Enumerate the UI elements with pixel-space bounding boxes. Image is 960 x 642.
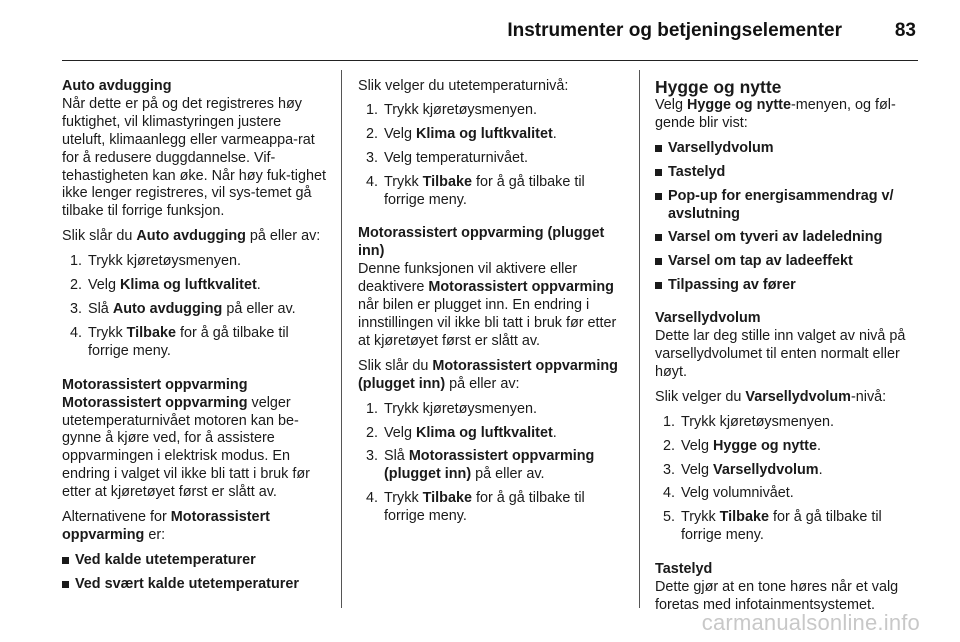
alternatives-intro: Alternativene for Motorassistert oppvarming er: (62, 509, 270, 543)
varsellydvolum-steps (655, 414, 925, 545)
step-item: 2. Velg Hygge og nytte. (663, 437, 821, 454)
motorassistert-heading: Motorassistert oppvarming (62, 376, 248, 393)
column-3 (655, 78, 925, 622)
list-item: Varsellydvolum (655, 140, 925, 158)
list-item: Varsel om tap av ladeeffekt (655, 253, 925, 271)
step-item: 3. Slå Motorassistert oppvarming (plugget inn) på eller av. (366, 448, 595, 483)
plugged-paragraph: Denne funksjonen vil aktivere eller deaktivere Motorassistert oppvarming når bilen er plugget inn. En endring i innstillingen vil ikke bli tatt i bruk før etter at kjøretøyet først er slått av. (358, 261, 617, 349)
bullet-square-icon (655, 145, 662, 152)
auto-avdugging-steps (62, 253, 327, 361)
step-item: 2. Velg Klima og luftkvalitet. (366, 424, 557, 441)
step-item: 1. Trykk kjøretøysmenyen. (663, 413, 834, 430)
section-heading: Hygge og nytte (655, 77, 782, 97)
list-item: Tilpassing av fører (655, 277, 925, 295)
page-number: 83 (894, 20, 916, 41)
step-item: 4. Trykk Tilbake for å gå tilbake til forrige meny. (70, 324, 289, 359)
column-1 (62, 78, 327, 600)
step-item: 1. Trykk kjøretøysmenyen. (366, 101, 537, 118)
column-2 (358, 78, 626, 533)
temperature-steps (358, 102, 626, 210)
auto-avdugging-heading: Auto avdugging (62, 78, 172, 94)
alternatives-list (62, 552, 327, 594)
list-item: Ved kalde utetemperaturer (62, 552, 327, 570)
column-divider-2 (639, 70, 640, 608)
bullet-square-icon (655, 234, 662, 241)
plugged-steps (358, 401, 626, 526)
varsellydvolum-heading: Varsellydvolum (655, 310, 761, 327)
step-item: 3. Velg temperaturnivået. (366, 149, 528, 166)
step-item: 1. Trykk kjøretøysmenyen. (366, 400, 537, 417)
step-item: 2. Velg Klima og luftkvalitet. (70, 277, 261, 294)
header-rule (62, 60, 918, 61)
tastelyd-heading: Tastelyd (655, 561, 713, 578)
plugged-intro: Slik slår du Motorassistert oppvarming (plugget inn) på eller av: (358, 357, 618, 392)
step-item: 5. Trykk Tilbake for å gå tilbake til forrige meny. (663, 509, 882, 544)
auto-avdugging-paragraph: Når dette er på og det registreres høy fuktighet, vil klimastyringen justere uteluft, klimaanlegg eller varmeappa-rat for å redusere duggdannelse. Vif-tehastigheten kan øke. Når høy fuk-tighet ikke lenger registreres, vil sys-temet gå tilbake til forrige funksjon. (62, 95, 326, 220)
step-item: 2. Velg Klima og luftkvalitet. (366, 125, 557, 142)
bullet-square-icon (655, 282, 662, 289)
auto-avdugging-intro: Slik slår du Auto avdugging på eller av: (62, 228, 321, 245)
list-item: Varsel om tyveri av ladeledning (655, 229, 925, 247)
section-intro: Velg Hygge og nytte-menyen, og føl-gende blir vist: (655, 97, 896, 131)
list-item: Pop-up for energisammendrag v/ avslutning (655, 188, 925, 224)
step-item: 3. Slå Auto avdugging på eller av. (70, 300, 296, 317)
list-item: Ved svært kalde utetemperaturer (62, 576, 327, 594)
temperature-intro: Slik velger du utetemperaturnivå: (358, 78, 569, 94)
bullet-square-icon (655, 258, 662, 265)
page-title: Instrumenter og betjeningselementer (507, 20, 842, 41)
step-item: 4. Trykk Tilbake for å gå tilbake til forrige meny. (366, 490, 585, 525)
page-header (0, 0, 960, 62)
step-item: 4. Velg volumnivået. (663, 485, 794, 502)
bullet-square-icon (655, 169, 662, 176)
motorassistert-paragraph: Motorassistert oppvarming velger utetemperaturnivået motoren kan be-gynne å kjøre ved, for å assistere oppvarmingen i elektrisk modus. En endring i valget vil ikke bli tatt i bruk før etter at kjøretøyet først er slått av. (62, 394, 310, 501)
varsellydvolum-paragraph: Dette lar deg stille inn valget av nivå på varsellydvolumet til enten normalt eller høyt. (655, 328, 906, 380)
column-divider-1 (341, 70, 342, 608)
bullet-square-icon (62, 581, 69, 588)
tastelyd-paragraph: Dette gjør at en tone høres når et valg foretas med infotainmentsystemet. (655, 579, 899, 613)
plugged-heading: Motorassistert oppvarming (plugget inn) (358, 225, 605, 260)
bullet-square-icon (655, 193, 662, 200)
menu-items-list (655, 140, 925, 295)
bullet-square-icon (62, 557, 69, 564)
list-item: Tastelyd (655, 164, 925, 182)
step-item: 3. Velg Varsellydvolum. (663, 461, 823, 478)
step-item: 4. Trykk Tilbake for å gå tilbake til forrige meny. (366, 173, 585, 208)
step-item: 1. Trykk kjøretøysmenyen. (70, 253, 241, 270)
watermark: carmanualsonline.info (701, 610, 920, 635)
varsellydvolum-intro: Slik velger du Varsellydvolum-nivå: (655, 388, 887, 405)
